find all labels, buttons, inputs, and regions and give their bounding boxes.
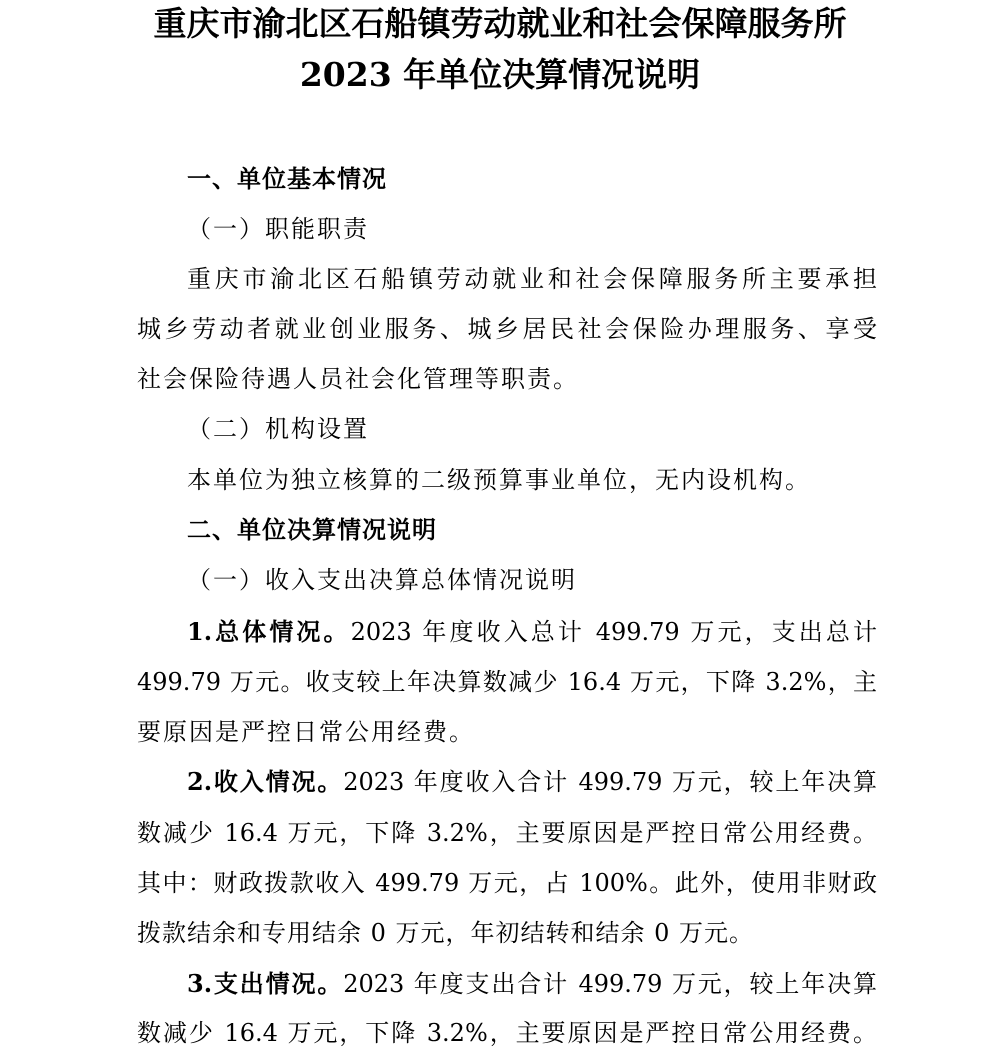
section-2-sub-1-heading: （一）收入支出决算总体情况说明 [187, 566, 577, 594]
paragraph-line: 499.79 万元。收支较上年决算数减少 16.4 万元，下降 3.2%，主 [137, 668, 877, 696]
paragraph-line: 数减少 16.4 万元，下降 3.2%，主要原因是严控日常公用经费。 [137, 819, 877, 847]
section-1-sub-1-heading: （一）职能职责 [187, 215, 369, 243]
paragraph-text: 2023 年度支出合计 499.79 万元，较上年决算 [343, 970, 877, 998]
paragraph-lead: 1.总体情况。 [187, 617, 351, 646]
paragraph-line: 要原因是严控日常公用经费。 [137, 718, 475, 746]
paragraph-line: 数减少 16.4 万元，下降 3.2%，主要原因是严控日常公用经费。 [137, 1019, 877, 1047]
document-title-line-1: 重庆市渝北区石船镇劳动就业和社会保障服务所 [153, 4, 847, 43]
paragraph-line: 拨款结余和专用结余 0 万元，年初结转和结余 0 万元。 [137, 919, 755, 947]
paragraph-line: 社会保险待遇人员社会化管理等职责。 [137, 365, 579, 393]
section-2-heading: 二、单位决算情况说明 [187, 516, 437, 544]
paragraph-text: 2023 年度收入总计 499.79 万元，支出总计 [350, 618, 877, 646]
paragraph-lead: 3.支出情况。 [187, 969, 344, 998]
section-1-heading: 一、单位基本情况 [187, 165, 387, 193]
paragraph-line: 本单位为独立核算的二级预算事业单位，无内设机构。 [187, 466, 811, 494]
paragraph-lead: 2.收入情况。 [187, 767, 344, 796]
paragraph-line [187, 767, 877, 797]
paragraph-line: 其中：财政拨款收入 499.79 万元，占 100%。此外，使用非财政 [137, 869, 877, 897]
paragraph-line [187, 617, 877, 647]
paragraph-line: 城乡劳动者就业创业服务、城乡居民社会保险办理服务、享受 [137, 315, 877, 343]
paragraph-line: 重庆市渝北区石船镇劳动就业和社会保障服务所主要承担 [187, 265, 877, 293]
paragraph-line [187, 969, 877, 999]
paragraph-text: 2023 年度收入合计 499.79 万元，较上年决算 [343, 768, 877, 796]
document-title-line-2: 2023 年单位决算情况说明 [299, 55, 701, 94]
section-1-sub-2-heading: （二）机构设置 [187, 415, 369, 443]
